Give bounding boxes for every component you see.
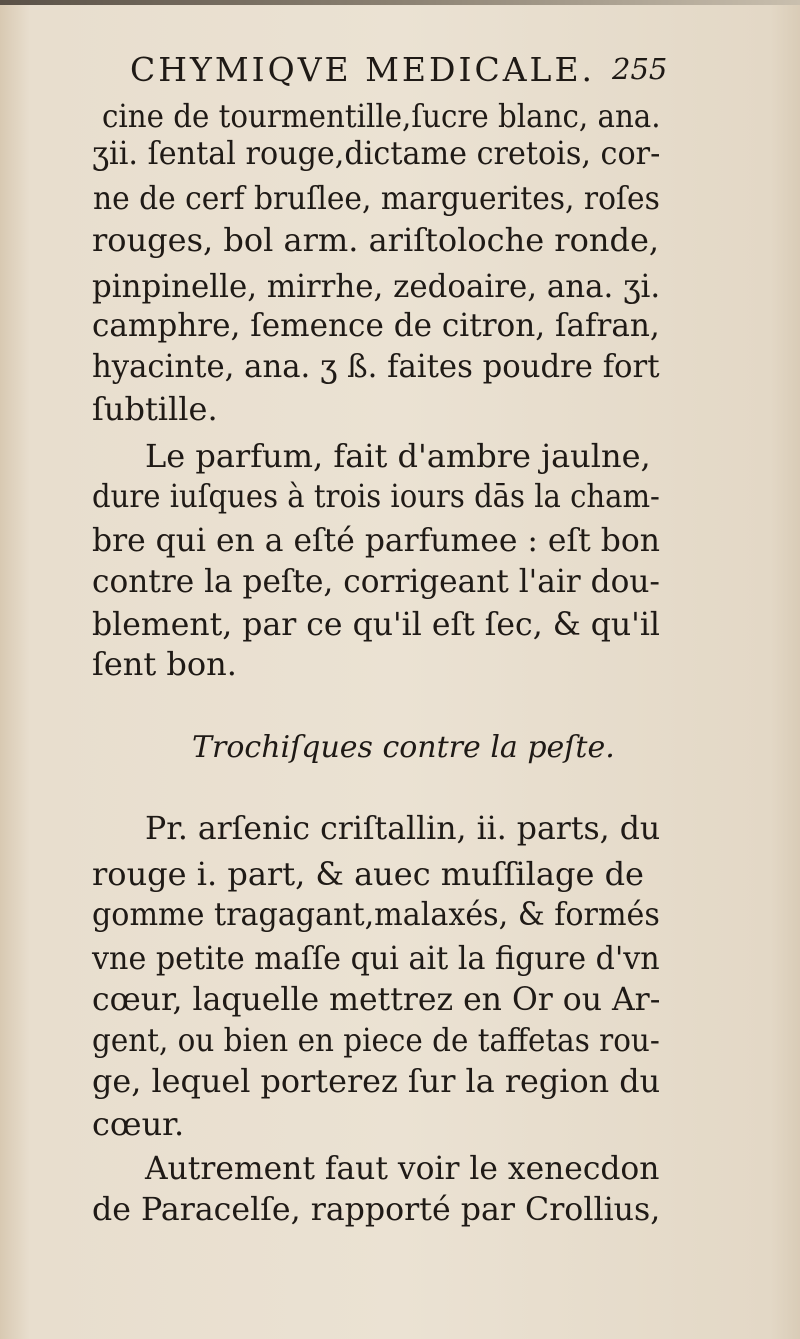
text-line: ſent bon. <box>92 645 237 683</box>
text-line: hyacinte, ana. ʒ ß. faites poudre fort <box>92 347 660 385</box>
text-line: ſubtille. <box>92 390 218 428</box>
text-line: Autrement faut voir le xenecdon <box>145 1149 660 1187</box>
text-line: contre la peſte, corrigeant l'air dou- <box>92 562 660 600</box>
text-line: gomme tragagant,malaxés, & formés <box>92 895 660 933</box>
text-line: cœur. <box>92 1105 185 1143</box>
text-line: Le parfum, fait d'ambre jaulne, <box>145 437 651 475</box>
text-line: bre qui en a eſté parfumee : eſt bon <box>92 521 660 559</box>
page-number: 255 <box>612 52 668 86</box>
section-title: Trochiſques contre la peſte. <box>192 730 615 765</box>
text-line: Pr. arſenic criſtallin, ii. parts, du <box>145 809 661 847</box>
text-line: vne petite maſſe qui ait la figure d'vn <box>92 939 660 977</box>
text-line: ge, lequel porterez ſur la region du <box>92 1062 661 1100</box>
text-line: blement, par ce qu'il eſt ſec, & qu'il <box>92 605 660 643</box>
text-line: rouges, bol arm. ariſtoloche ronde, <box>92 221 660 259</box>
text-line: rouge i. part, & auec muſſilage de <box>92 855 644 893</box>
text-line: pinpinelle, mirrhe, zedoaire, ana. ʒi. <box>92 267 661 305</box>
text-line: camphre, ſemence de citron, ſafran, <box>92 306 660 344</box>
text-line: ne de cerf bruſlee, marguerites, roſes <box>93 179 660 217</box>
running-title: CHYMIQVE MEDICALE. <box>130 50 596 89</box>
text-line: gent, ou bien en piece de taffetas rou- <box>92 1021 660 1059</box>
text-line: de Paracelſe, rapporté par Crollius, <box>92 1190 661 1228</box>
text-line: cine de tourmentille,ſucre blanc, ana. <box>102 97 661 135</box>
text-line: cœur, laquelle mettrez en Or ou Ar- <box>92 980 661 1018</box>
page-top-edge <box>0 0 800 5</box>
text-line: dure iuſques à trois iours dās la cham- <box>92 477 660 515</box>
text-line: ʒii. ſental rouge,dictame cretois, cor- <box>92 134 661 172</box>
